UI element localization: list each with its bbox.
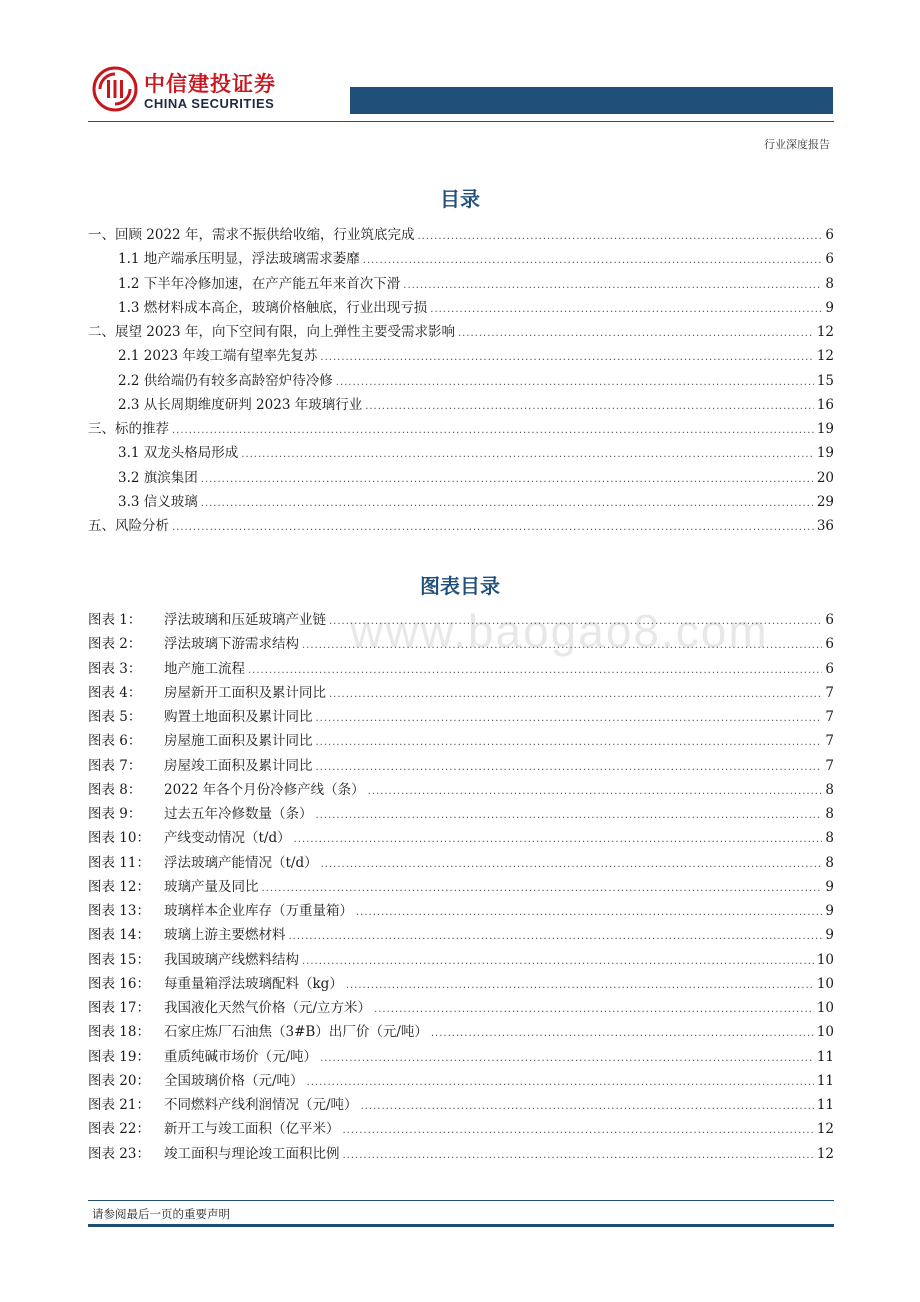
figure-number: 图表 22： xyxy=(88,1121,150,1138)
figure-title: 产线变动情况（t/d） xyxy=(164,830,291,847)
figure-entry-label-group xyxy=(88,705,313,725)
dot-leader xyxy=(458,328,814,339)
figure-entry-label-group xyxy=(88,632,299,652)
dot-leader xyxy=(316,713,823,724)
figure-entry[interactable] xyxy=(88,802,834,826)
figure-entry-page: 8 xyxy=(825,781,834,798)
figure-entry-label-group xyxy=(88,729,313,749)
toc-entry[interactable] xyxy=(88,296,834,320)
logo-english-name: CHINA SECURITIES xyxy=(144,96,275,111)
figure-number: 图表 7： xyxy=(88,757,142,774)
dot-leader xyxy=(329,689,822,700)
toc-entry-label: 2.2 供给端仍有较多高龄窑炉待冷修 xyxy=(118,372,333,389)
toc-entry[interactable] xyxy=(88,490,834,514)
figure-entry-label-group xyxy=(88,754,313,774)
china-securities-logo-icon xyxy=(92,66,138,112)
dot-leader xyxy=(302,956,814,967)
dot-leader xyxy=(374,1004,814,1015)
figure-entry[interactable] xyxy=(88,996,834,1020)
figure-entry[interactable] xyxy=(88,899,834,923)
figure-entry-page: 9 xyxy=(825,903,834,919)
figure-entry-page: 8 xyxy=(825,806,834,822)
figure-number: 图表 17： xyxy=(88,1000,150,1016)
figure-title: 地产施工流程 xyxy=(164,660,245,677)
toc-entry-page: 20 xyxy=(816,469,834,486)
figure-entry[interactable] xyxy=(88,1069,834,1093)
toc-entry-page: 19 xyxy=(816,421,834,437)
figure-entry-label-group xyxy=(88,996,371,1016)
figure-title: 重质纯碱市场价（元/吨） xyxy=(164,1048,318,1065)
figure-number: 图表 1： xyxy=(88,612,142,628)
figure-number: 图表 3： xyxy=(88,660,142,677)
toc-list xyxy=(88,223,834,538)
toc-entry-page: 36 xyxy=(816,518,834,534)
figure-entry[interactable] xyxy=(88,657,834,681)
figure-entry[interactable] xyxy=(88,632,834,656)
dot-leader xyxy=(343,1125,814,1136)
figure-entry[interactable] xyxy=(88,1142,834,1166)
figure-entry-page: 8 xyxy=(825,830,834,847)
toc-entry[interactable] xyxy=(88,393,834,417)
figure-list-title: 图表目录 xyxy=(420,574,500,598)
figure-entry[interactable] xyxy=(88,681,834,705)
dot-leader xyxy=(320,1053,814,1064)
figure-entry-page: 10 xyxy=(816,975,834,992)
footer-bar xyxy=(88,1224,834,1227)
figure-title: 2022 年各个月份冷修产线（条） xyxy=(164,781,365,798)
figure-entry-page: 11 xyxy=(816,1097,834,1113)
toc-entry[interactable] xyxy=(88,514,834,538)
figure-entry-page: 7 xyxy=(825,757,834,774)
figure-number: 图表 19： xyxy=(88,1048,150,1065)
toc-entry-page: 9 xyxy=(825,299,834,316)
figure-title: 我国液化天然气价格（元/立方米） xyxy=(164,1000,372,1016)
figure-title: 玻璃产量及同比 xyxy=(164,878,259,895)
toc-title: 目录 xyxy=(440,187,480,211)
toc-entry-label: 1.1 地产端承压明显，浮法玻璃需求萎靡 xyxy=(118,251,360,268)
figure-entry-page: 12 xyxy=(816,1121,834,1138)
figure-entry-page: 6 xyxy=(825,636,834,653)
figure-entry[interactable] xyxy=(88,608,834,632)
dot-leader xyxy=(241,449,814,460)
figure-entry[interactable] xyxy=(88,875,834,899)
figure-title: 过去五年冷修数量（条） xyxy=(164,806,313,822)
toc-entry-page: 29 xyxy=(816,493,834,510)
figure-entry-label-group xyxy=(88,899,353,919)
figure-title: 浮法玻璃下游需求结构 xyxy=(164,636,299,653)
dot-leader xyxy=(343,1150,814,1161)
figure-number: 图表 8： xyxy=(88,781,142,798)
toc-entry-page: 12 xyxy=(816,348,834,365)
dot-leader xyxy=(316,810,823,821)
toc-entry-label: 2.3 从长周期维度研判 2023 年玻璃行业 xyxy=(118,396,363,413)
figure-entry-label-group xyxy=(88,802,313,822)
dot-leader xyxy=(336,377,814,388)
figure-entry-page: 11 xyxy=(816,1072,834,1089)
figure-number: 图表 6： xyxy=(88,733,142,750)
toc-entry-page: 8 xyxy=(825,275,834,292)
figure-entry-label-group xyxy=(88,657,245,677)
toc-entry[interactable] xyxy=(88,344,834,368)
figure-entry-page: 9 xyxy=(825,927,834,944)
figure-entry-page: 11 xyxy=(816,1048,834,1065)
toc-entry[interactable] xyxy=(88,417,834,441)
figure-entry-label-group xyxy=(88,681,326,701)
figure-number: 图表 16： xyxy=(88,975,150,992)
footer-notice: 请参阅最后一页的重要声明 xyxy=(92,1207,230,1221)
figure-entry-label-group xyxy=(88,1020,428,1040)
figure-title: 房屋新开工面积及累计同比 xyxy=(164,684,326,701)
dot-leader xyxy=(321,859,823,870)
dot-leader xyxy=(316,737,823,748)
figure-entry-label-group xyxy=(88,778,365,798)
figure-entry-label-group xyxy=(88,875,259,895)
dot-leader xyxy=(363,255,823,266)
figure-entry[interactable] xyxy=(88,826,834,850)
figure-title: 每重量箱浮法玻璃配料（kg） xyxy=(164,975,343,992)
figure-entry-label-group xyxy=(88,851,318,871)
dot-leader xyxy=(368,786,823,797)
figure-number: 图表 14： xyxy=(88,927,150,944)
dot-leader xyxy=(289,931,823,942)
dot-leader xyxy=(346,980,814,991)
figure-entry-label-group xyxy=(88,1069,304,1089)
dot-leader xyxy=(417,231,822,242)
toc-entry-label: 五、风险分析 xyxy=(88,518,169,534)
dot-leader xyxy=(248,665,822,676)
toc-entry-page: 12 xyxy=(816,324,834,340)
report-type-label: 行业深度报告 xyxy=(764,138,830,151)
figure-number: 图表 18： xyxy=(88,1024,150,1041)
dot-leader xyxy=(430,304,822,315)
figure-entry[interactable] xyxy=(88,754,834,778)
figure-number: 图表 10： xyxy=(88,830,150,847)
figure-list xyxy=(88,608,834,1166)
toc-entry-label: 一、回顾 2022 年，需求不振供给收缩，行业筑底完成 xyxy=(88,227,415,243)
logo-chinese-name: 中信建投证券 xyxy=(144,72,276,96)
dot-leader xyxy=(172,425,814,436)
figure-title: 浮法玻璃和压延玻璃产业链 xyxy=(164,612,326,628)
figure-entry-page: 12 xyxy=(816,1145,834,1162)
toc-entry[interactable] xyxy=(88,369,834,393)
toc-entry-page: 6 xyxy=(825,227,834,243)
dot-leader xyxy=(329,616,822,627)
figure-number: 图表 5： xyxy=(88,709,142,725)
figure-entry-page: 6 xyxy=(825,660,834,677)
figure-entry-label-group xyxy=(88,1142,340,1162)
figure-title: 浮法玻璃产能情况（t/d） xyxy=(164,854,318,871)
figure-entry-label-group xyxy=(88,1093,358,1113)
figure-title: 购置土地面积及累计同比 xyxy=(164,709,313,725)
toc-entry[interactable] xyxy=(88,247,834,271)
figure-title: 玻璃上游主要燃材料 xyxy=(164,927,286,944)
dot-leader xyxy=(431,1028,814,1039)
figure-entry-page: 9 xyxy=(825,878,834,895)
figure-number: 图表 4： xyxy=(88,684,142,701)
figure-entry-page: 7 xyxy=(825,709,834,725)
watermark: www.baogao8.com xyxy=(350,605,769,657)
toc-entry[interactable] xyxy=(88,320,834,344)
dot-leader xyxy=(302,640,822,651)
toc-entry-label: 三、标的推荐 xyxy=(88,421,169,437)
figure-entry[interactable] xyxy=(88,851,834,875)
figure-entry-label-group xyxy=(88,1117,340,1137)
dot-leader xyxy=(403,280,822,291)
figure-title: 玻璃样本企业库存（万重量箱） xyxy=(164,903,353,919)
figure-entry-label-group xyxy=(88,948,299,968)
toc-entry[interactable] xyxy=(88,223,834,247)
figure-number: 图表 11： xyxy=(88,854,150,871)
figure-entry[interactable] xyxy=(88,923,834,947)
figure-title: 房屋竣工面积及累计同比 xyxy=(164,757,313,774)
figure-entry-label-group xyxy=(88,608,326,628)
dot-leader xyxy=(172,522,814,533)
figure-number: 图表 13： xyxy=(88,903,150,919)
figure-entry-page: 6 xyxy=(825,612,834,628)
figure-entry-label-group xyxy=(88,923,286,943)
toc-entry-label: 3.1 双龙头格局形成 xyxy=(118,445,239,462)
figure-title: 石家庄炼厂石油焦（3#B）出厂价（元/吨） xyxy=(164,1024,428,1041)
toc-entry-label: 1.3 燃材料成本高企，玻璃价格触底，行业出现亏损 xyxy=(118,299,428,316)
figure-title: 我国玻璃产线燃料结构 xyxy=(164,951,299,968)
toc-entry-label: 2.1 2023 年竣工端有望率先复苏 xyxy=(118,348,318,365)
toc-entry[interactable] xyxy=(88,441,834,465)
figure-entry[interactable] xyxy=(88,1093,834,1117)
figure-entry-label-group xyxy=(88,972,343,992)
dot-leader xyxy=(294,834,823,845)
figure-entry[interactable] xyxy=(88,1020,834,1044)
header-divider xyxy=(88,121,834,122)
toc-entry-label: 3.2 旗滨集团 xyxy=(118,469,198,486)
toc-entry-page: 19 xyxy=(816,445,834,462)
figure-entry[interactable] xyxy=(88,705,834,729)
dot-leader xyxy=(307,1077,814,1088)
figure-entry[interactable] xyxy=(88,948,834,972)
dot-leader xyxy=(201,474,814,485)
figure-entry-page: 10 xyxy=(816,1024,834,1041)
toc-entry[interactable] xyxy=(88,466,834,490)
footer-divider xyxy=(88,1200,834,1201)
figure-number: 图表 23： xyxy=(88,1145,150,1162)
figure-number: 图表 12： xyxy=(88,878,150,895)
dot-leader xyxy=(365,401,814,412)
dot-leader xyxy=(262,883,823,894)
toc-entry-page: 6 xyxy=(825,251,834,268)
figure-entry[interactable] xyxy=(88,729,834,753)
dot-leader xyxy=(361,1101,814,1112)
figure-title: 房屋施工面积及累计同比 xyxy=(164,733,313,750)
figure-entry-label-group xyxy=(88,1045,317,1065)
toc-entry-label: 1.2 下半年冷修加速，在产产能五年来首次下滑 xyxy=(118,275,401,292)
toc-entry-page: 16 xyxy=(816,396,834,413)
figure-number: 图表 20： xyxy=(88,1072,150,1089)
dot-leader xyxy=(320,352,813,363)
figure-entry[interactable] xyxy=(88,1117,834,1141)
figure-title: 全国玻璃价格（元/吨） xyxy=(164,1072,304,1089)
figure-number: 图表 15： xyxy=(88,951,150,968)
toc-entry[interactable] xyxy=(88,272,834,296)
dot-leader xyxy=(201,498,814,509)
figure-entry[interactable] xyxy=(88,972,834,996)
figure-number: 图表 9： xyxy=(88,806,142,822)
figure-title: 竣工面积与理论竣工面积比例 xyxy=(164,1145,340,1162)
figure-entry-page: 7 xyxy=(825,684,834,701)
figure-number: 图表 21： xyxy=(88,1097,150,1113)
figure-entry-label-group xyxy=(88,826,291,846)
toc-entry-label: 3.3 信义玻璃 xyxy=(118,493,198,510)
figure-title: 不同燃料产线利润情况（元/吨） xyxy=(164,1097,358,1113)
figure-entry[interactable] xyxy=(88,778,834,802)
company-logo xyxy=(92,66,302,122)
figure-entry-page: 10 xyxy=(816,951,834,968)
dot-leader xyxy=(316,762,823,773)
figure-title: 新开工与竣工面积（亿平米） xyxy=(164,1121,340,1138)
figure-entry-page: 10 xyxy=(816,1000,834,1016)
figure-number: 图表 2： xyxy=(88,636,142,653)
header-color-bar xyxy=(350,87,833,114)
toc-entry-label: 二、展望 2023 年，向下空间有限，向上弹性主要受需求影响 xyxy=(88,324,455,340)
dot-leader xyxy=(356,907,822,918)
figure-entry-page: 8 xyxy=(825,854,834,871)
figure-entry-page: 7 xyxy=(825,733,834,750)
toc-entry-page: 15 xyxy=(816,372,834,389)
figure-entry[interactable] xyxy=(88,1045,834,1069)
